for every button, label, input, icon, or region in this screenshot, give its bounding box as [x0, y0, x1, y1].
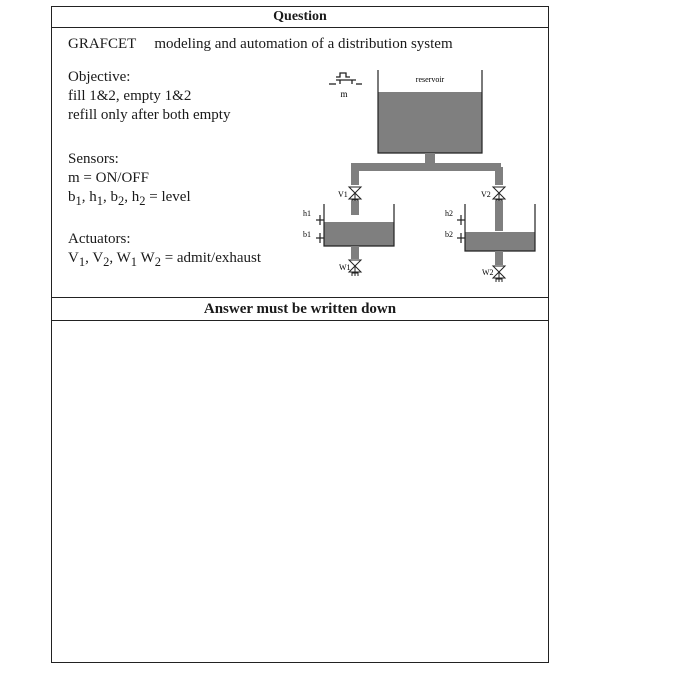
valve-v1-icon — [349, 187, 361, 203]
tank2-outlet — [495, 251, 503, 265]
valve-w2-icon — [493, 266, 505, 282]
answer-area[interactable] — [52, 321, 548, 662]
tank1-liquid — [324, 222, 394, 246]
valve-w1-icon — [349, 260, 361, 276]
sensors-line-2: $b_1$, $h_1$, $b_2$, $h_2$ = level — [68, 189, 191, 208]
distribution-system-diagram — [52, 7, 550, 297]
pipe-v2-to-tank2 — [495, 201, 503, 231]
valve-v1-label: V1 — [338, 190, 348, 199]
pipe-v1-to-tank1 — [351, 201, 359, 215]
switch-m-icon — [329, 73, 362, 84]
valve-w2-label: W2 — [482, 268, 494, 277]
reservoir-outlet-pipe — [425, 153, 435, 164]
answer-header: Answer must be written down — [52, 297, 548, 321]
distribution-pipe — [351, 163, 501, 171]
valve-w1-label: W1 — [339, 263, 351, 272]
pipe-to-v2 — [495, 167, 503, 185]
switch-m-label: m — [340, 89, 348, 99]
question-sheet — [51, 6, 549, 663]
objective-heading: Objective: — [68, 69, 131, 85]
sensors-heading: Sensors: — [68, 151, 119, 167]
actuators-line: $V_1$, $V_2$, $W_1$ $W_2$ = admit/exhaust — [68, 250, 262, 269]
sensors-line-1: m = ON/OFF — [68, 170, 149, 186]
sensor-b1-label: b1 — [303, 230, 311, 239]
valve-v2-icon — [493, 187, 505, 203]
question-header: Question — [52, 7, 548, 28]
reservoir-label: reservoir — [415, 75, 445, 84]
sensor-h1-label: h1 — [303, 209, 311, 218]
sensor-h2-label: h2 — [445, 209, 453, 218]
tank2-liquid — [465, 232, 535, 251]
pipe-to-v1 — [351, 167, 359, 185]
objective-line-1: fill 1&2, empty 1&2 — [68, 88, 192, 104]
sensor-b2-label: b2 — [445, 230, 453, 239]
tank1-outlet — [351, 246, 359, 259]
objective-line-2: refill only after both empty — [68, 107, 231, 123]
actuators-heading: Actuators: — [68, 231, 131, 247]
title-prefix: GRAFCET — [68, 36, 137, 52]
valve-v2-label: V2 — [481, 190, 491, 199]
title-text: modeling and automation of a distribution system — [154, 36, 453, 52]
reservoir-liquid — [378, 92, 482, 153]
